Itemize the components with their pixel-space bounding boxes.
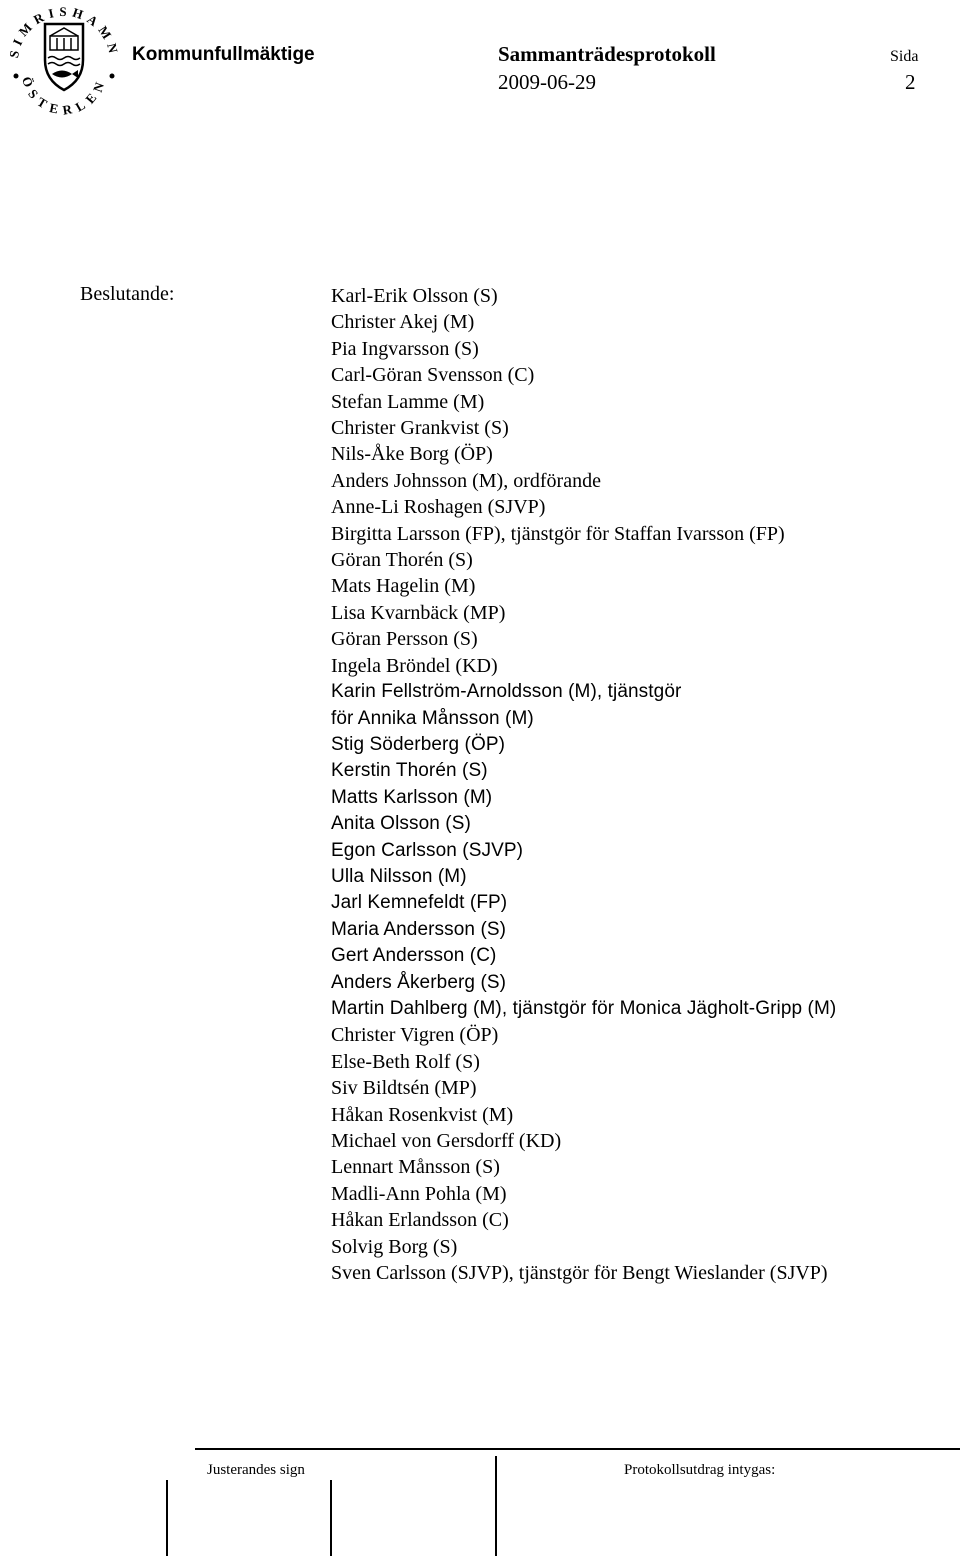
list-item: Karin Fellström-Arnoldsson (M), tjänstgör [331,681,682,703]
municipality-logo [4,2,124,120]
list-item: Stefan Lamme (M) [331,390,485,413]
list-item: Kerstin Thorén (S) [331,760,488,782]
list-item: Maria Andersson (S) [331,918,507,940]
svg-text:SIMRISHAMN [6,4,122,59]
list-item: för Annika Månsson (M) [331,707,534,729]
list-item: Lisa Kvarnbäck (MP) [331,601,506,624]
list-item: Martin Dahlberg (M), tjänstgör för Monica Jägholt-Gripp (M) [331,997,837,1019]
list-item: Ingela Bröndel (KD) [331,654,498,677]
list-item: Ulla Nilsson (M) [331,865,467,887]
signature-box-divider [495,1456,497,1556]
list-item: Göran Thorén (S) [331,549,473,572]
page-label: Sida [890,48,919,65]
list-item: Birgitta Larsson (FP), tjänstgör för Staffan Ivarsson (FP) [331,522,785,545]
svg-text:ÖSTERLEN [19,75,109,118]
list-item: Christer Grankvist (S) [331,417,509,440]
list-item: Håkan Rosenkvist (M) [331,1103,514,1126]
list-item: Göran Persson (S) [331,628,478,651]
list-item: Christer Akej (M) [331,311,475,334]
list-item: Mats Hagelin (M) [331,575,476,598]
coat-of-arms-icon [4,2,124,120]
list-item: Solvig Borg (S) [331,1235,458,1258]
section-label-beslutande: Beslutande: [80,283,175,305]
list-item: Michael von Gersdorff (KD) [331,1130,562,1152]
list-item: Matts Karlsson (M) [331,786,493,808]
list-item: Madli-Ann Pohla (M) [331,1182,507,1205]
logo-ring-text-top: SIMRISHAMN [5,3,123,60]
list-item: Sven Carlsson (SJVP), tjänstgör för Bengt Wieslander (SJVP) [331,1262,828,1285]
list-item: Nils-Åke Borg (ÖP) [331,443,493,466]
list-item: Karl-Erik Olsson (S) [331,285,498,307]
signature-box-divider [330,1480,332,1556]
list-item: Lennart Månsson (S) [331,1156,500,1179]
meeting-date: 2009-06-29 [498,70,596,94]
document-title: Sammanträdesprotokoll [498,42,716,66]
footer-divider [195,1448,960,1450]
list-item: Egon Carlsson (SJVP) [331,839,524,861]
list-item: Gert Andersson (C) [331,945,497,967]
list-item: Anders Åkerberg (S) [331,971,507,993]
list-item: Anders Johnsson (M), ordförande [331,469,601,492]
list-item: Christer Vigren (ÖP) [331,1024,499,1047]
organization-name: Kommunfullmäktige [132,44,315,65]
list-item: Carl-Göran Svensson (C) [331,364,535,387]
page-number: 2 [905,70,916,94]
footer-label-protokollsutdrag: Protokollsutdrag intygas: [624,1462,776,1478]
list-item: Jarl Kemnefeldt (FP) [331,892,508,914]
list-item: Pia Ingvarsson (S) [331,337,479,360]
list-item: Anne-Li Roshagen (SJVP) [331,496,546,519]
footer-label-justerandes-sign: Justerandes sign [207,1462,305,1478]
logo-ring-text-bottom: ÖSTERLEN [18,74,110,118]
list-item: Anita Olsson (S) [331,813,471,835]
list-item: Håkan Erlandsson (C) [331,1209,509,1232]
list-item: Else-Beth Rolf (S) [331,1050,480,1073]
signature-box-divider [166,1480,168,1556]
list-item: Stig Söderberg (ÖP) [331,733,506,755]
list-item: Siv Bildtsén (MP) [331,1077,477,1100]
decision-makers-list [331,283,836,1286]
